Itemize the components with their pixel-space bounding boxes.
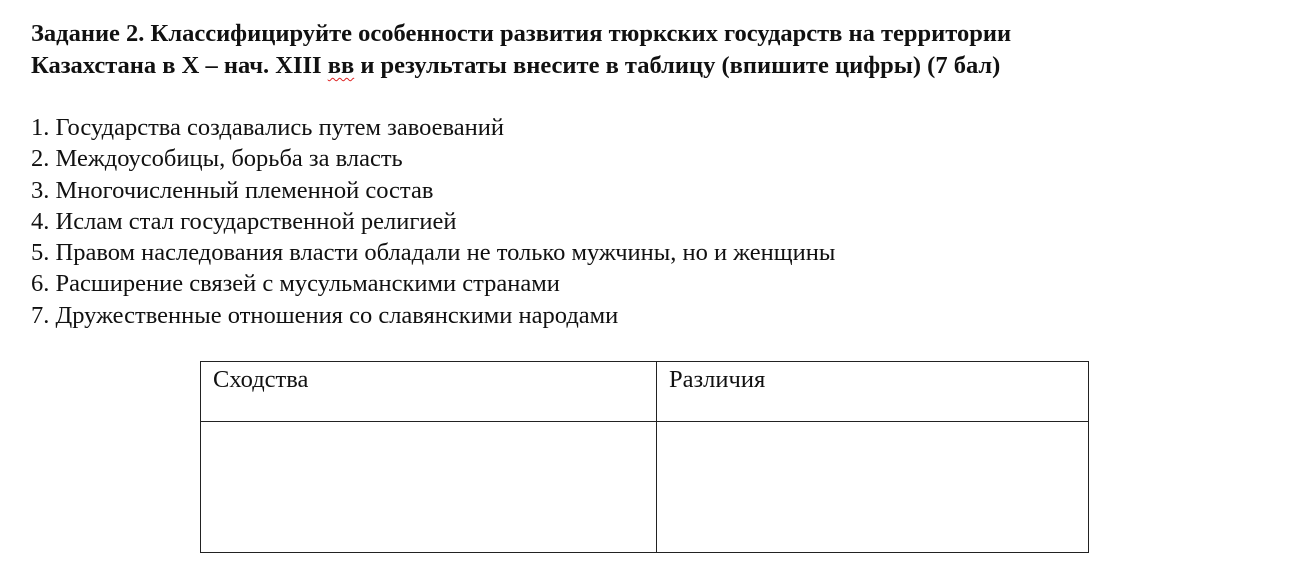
header-differences: Различия — [657, 362, 1089, 422]
list-item: 6. Расширение связей с мусульманскими странами — [31, 270, 560, 298]
list-item: 1. Государства создавались путем завоеваний — [31, 114, 504, 141]
task-title-line-2 — [31, 50, 1271, 82]
list-item: 7. Дружественные отношения со славянскими народами — [31, 301, 619, 329]
list-item: 3. Многочисленный племенной состав — [31, 176, 434, 204]
spellcheck-marked-word: вв — [327, 52, 355, 79]
table-header-row — [201, 362, 1089, 422]
task-title-line-2-start: Казахстана в X – нач. XIII — [31, 52, 328, 79]
features-list — [31, 112, 835, 331]
list-item: 5. Правом наследования власти обладали не только мужчины, но и женщины — [31, 239, 836, 267]
answer-table — [200, 361, 1089, 553]
task-title-line-1: Задание 2. Классифицируйте особенности развития тюркских государств на территории — [31, 20, 1012, 47]
list-item: 2. Междоусобицы, борьба за власть — [31, 145, 403, 173]
header-similarities: Сходства — [201, 362, 657, 422]
task-title-line-2-end: и результаты внесите в таблицу (впишите цифры) (7 бал) — [354, 52, 1001, 79]
answer-cell-similarities[interactable] — [201, 422, 657, 553]
answer-cell-differences[interactable] — [657, 422, 1089, 553]
table-row — [201, 422, 1089, 553]
list-item: 4. Ислам стал государственной религией — [31, 207, 457, 235]
task-title — [31, 18, 1271, 82]
